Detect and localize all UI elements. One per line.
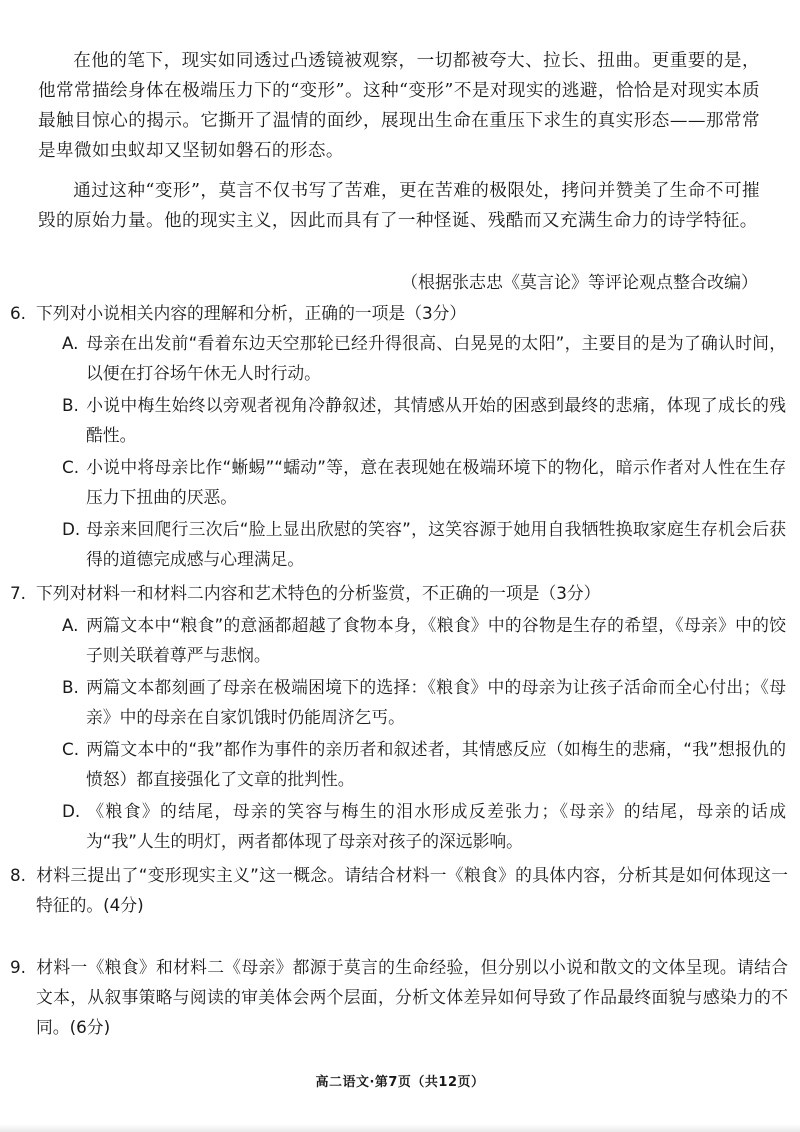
question-7-option-d[interactable] (62, 796, 786, 856)
option-text: 两篇文本中“粮食”的意涵都超越了食物本身，《粮食》中的谷物是生存的希望，《母亲》中的饺子则关联着尊严与悲悯。 (86, 615, 786, 665)
option-text: 母亲在出发前“看着东边天空那轮已经升得很高、白晃晃的太阳”，主要目的是为了确认时间，以便在打谷场午休无人时行动。 (86, 333, 786, 383)
question-text: 下列对材料一和材料二内容和艺术特色的分析鉴赏，不正确的一项是（3分） (36, 583, 601, 603)
question-8 (10, 860, 788, 920)
question-6-option-b[interactable] (62, 390, 786, 450)
question-6-option-c[interactable] (62, 452, 786, 512)
option-text: 两篇文本中的“我”都作为事件的亲历者和叙述者，其情感反应（如梅生的悲痛，“我”想报仇的愤怒）都直接强化了文章的批判性。 (86, 739, 786, 789)
question-7-option-c[interactable] (62, 734, 786, 794)
question-text: 材料三提出了“变形现实主义”这一概念。请结合材料一《粮食》的具体内容，分析其是如何体现这一特征的。(4分) (36, 865, 788, 915)
option-letter: A. (62, 333, 79, 353)
question-number: 6. (10, 303, 27, 323)
question-number: 7. (10, 583, 27, 603)
option-text: 两篇文本都刻画了母亲在极端困境下的选择：《粮食》中的母亲为让孩子活命而全心付出；《母亲》中的母亲在自家饥饿时仍能周济乞丐。 (86, 677, 786, 727)
question-text: 材料一《粮食》和材料二《母亲》都源于莫言的生命经验，但分别以小说和散文的文体呈现。请结合文本，从叙事策略与阅读的审美体会两个层面，分析文体差异如何导致了作品最终面貌与感染力的不同。(6分) (36, 957, 788, 1037)
option-letter: A. (62, 615, 79, 635)
question-6-option-a[interactable] (62, 328, 786, 388)
passage-paragraph-2: 通过这种“变形”，莫言不仅书写了苦难，更在苦难的极限处，拷问并赞美了生命不可摧毁的原始力量。他的现实主义，因此而具有了一种怪诞、残酷而又充满生命力的诗学特征。 (38, 181, 760, 231)
option-letter: B. (62, 395, 79, 415)
option-letter: D. (62, 801, 81, 821)
option-text: 小说中将母亲比作“蜥蜴”“蠕动”等，意在表现她在极端环境下的物化，暗示作者对人性在生存压力下扭曲的厌恶。 (86, 457, 786, 507)
question-7-option-a[interactable] (62, 610, 786, 670)
question-9 (10, 952, 788, 1042)
question-text: 下列对小说相关内容的理解和分析，正确的一项是（3分） (36, 303, 467, 323)
passage-paragraph-1: 在他的笔下，现实如同透过凸透镜被观察，一切都被夸大、拉长、扭曲。更重要的是，他常常描绘身体在极端压力下的“变形”。这种“变形”不是对现实的逃避，恰恰是对现实本质最触目惊心的揭示。它撕开了温情的面纱，展现出生命在重压下求生的真实形态——那常常是卑微如虫蚁却又坚韧如磐石的形态。 (38, 51, 760, 161)
question-7-option-b[interactable] (62, 672, 786, 732)
scan-edge-shadow (0, 1124, 800, 1132)
question-6-stem (10, 298, 762, 328)
question-number: 9. (10, 957, 27, 977)
passage-source: （根据张志忠《莫言论》等评论观点整合改编） (401, 273, 758, 293)
question-7-stem (10, 578, 762, 608)
option-text: 小说中梅生始终以旁观者视角冷静叙述，其情感从开始的困惑到最终的悲痛，体现了成长的残酷性。 (86, 395, 786, 445)
option-letter: C. (62, 457, 80, 477)
option-text: 《粮食》的结尾，母亲的笑容与梅生的泪水形成反差张力；《母亲》的结尾，母亲的话成为“我”人生的明灯，两者都体现了母亲对孩子的深远影响。 (86, 801, 786, 851)
question-6-option-d[interactable] (62, 514, 786, 574)
page-footer: 高二语文·第7页（共12页） (315, 1075, 485, 1090)
option-letter: D. (62, 519, 81, 539)
question-number: 8. (10, 865, 27, 885)
option-letter: C. (62, 739, 80, 759)
option-text: 母亲来回爬行三次后“脸上显出欣慰的笑容”，这笑容源于她用自我牺牲换取家庭生存机会后获得的道德完成感与心理满足。 (86, 519, 786, 569)
option-letter: B. (62, 677, 79, 697)
